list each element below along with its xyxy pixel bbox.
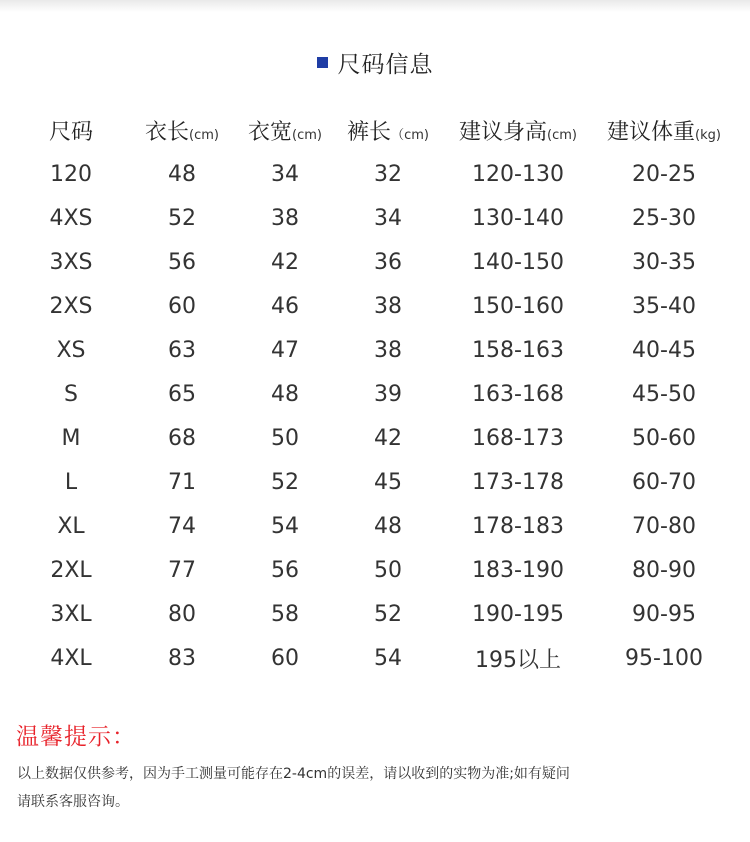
cell-height: 190-195 [472,601,564,627]
table-row [10,284,730,328]
cell-size: 3XL [50,601,92,627]
tips-body [17,760,737,816]
header-recommended-weight: 建议体重(kg) [607,119,721,145]
table-row [10,240,730,284]
table-row [10,416,730,460]
table-row [10,152,730,196]
cell-pants-length: 45 [374,469,402,495]
cell-size: 4XL [50,645,92,671]
cell-height: 130-140 [472,205,564,231]
heading-text: 尺码信息 [337,51,434,78]
cell-pants-length: 39 [374,381,402,407]
cell-height: 120-130 [472,161,564,187]
cell-length: 48 [168,161,196,187]
tips-line-1: 以上数据仅供参考，因为手工测量可能存在2-4cm的误差，请以收到的实物为准;如有疑问 [17,766,570,782]
cell-weight: 40-45 [632,337,696,363]
cell-height: 163-168 [472,381,564,407]
cell-pants-length: 54 [374,645,402,671]
cell-height: 140-150 [472,249,564,275]
header-pants-length: 裤长（cm) [347,119,429,145]
cell-width: 58 [271,601,299,627]
table-row [10,504,730,548]
cell-length: 71 [168,469,196,495]
table-row [10,372,730,416]
table-header-row [10,108,730,152]
cell-weight: 50-60 [632,425,696,451]
cell-length: 83 [168,645,196,671]
cell-width: 50 [271,425,299,451]
cell-pants-length: 36 [374,249,402,275]
cell-width: 48 [271,381,299,407]
cell-pants-length: 32 [374,161,402,187]
cell-size: 2XL [50,557,92,583]
cell-height: 173-178 [472,469,564,495]
cell-length: 80 [168,601,196,627]
cell-size: 3XS [49,249,93,275]
header-recommended-height: 建议身高(cm) [459,119,577,145]
cell-size: S [64,381,78,407]
cell-width: 34 [271,161,299,187]
table-row [10,460,730,504]
top-shadow [0,0,750,12]
cell-length: 65 [168,381,196,407]
cell-pants-length: 42 [374,425,402,451]
cell-pants-length: 50 [374,557,402,583]
cell-length: 68 [168,425,196,451]
heading-square-icon [317,57,328,68]
cell-weight: 90-95 [632,601,696,627]
cell-size: 4XS [49,205,93,231]
table-row [10,636,730,680]
header-length: 衣长(cm) [145,119,219,145]
cell-width: 42 [271,249,299,275]
cell-size: 120 [50,161,92,187]
size-chart-table [10,108,730,680]
cell-width: 46 [271,293,299,319]
cell-height: 178-183 [472,513,564,539]
cell-weight: 60-70 [632,469,696,495]
cell-height: 195以上 [475,647,561,673]
cell-width: 54 [271,513,299,539]
cell-weight: 30-35 [632,249,696,275]
cell-width: 56 [271,557,299,583]
cell-height: 183-190 [472,557,564,583]
cell-weight: 20-25 [632,161,696,187]
cell-length: 56 [168,249,196,275]
header-size: 尺码 [48,119,93,145]
cell-length: 52 [168,205,196,231]
tips-title: 温馨提示： [16,724,136,750]
cell-length: 60 [168,293,196,319]
cell-weight: 70-80 [632,513,696,539]
table-row [10,328,730,372]
cell-length: 74 [168,513,196,539]
size-info-heading [0,44,750,80]
cell-pants-length: 52 [374,601,402,627]
tips-line-2: 请联系客服咨询。 [17,794,129,810]
cell-pants-length: 34 [374,205,402,231]
cell-length: 77 [168,557,196,583]
table-row [10,196,730,240]
cell-weight: 35-40 [632,293,696,319]
cell-weight: 25-30 [632,205,696,231]
table-row [10,548,730,592]
cell-size: M [61,425,81,451]
cell-height: 168-173 [472,425,564,451]
cell-size: L [64,469,78,495]
cell-width: 60 [271,645,299,671]
cell-width: 52 [271,469,299,495]
cell-width: 47 [271,337,299,363]
cell-weight: 80-90 [632,557,696,583]
cell-pants-length: 38 [374,293,402,319]
cell-length: 63 [168,337,196,363]
cell-height: 150-160 [472,293,564,319]
cell-pants-length: 38 [374,337,402,363]
cell-weight: 45-50 [632,381,696,407]
cell-size: XS [56,337,86,363]
cell-size: 2XS [49,293,93,319]
cell-size: XL [57,513,85,539]
cell-pants-length: 48 [374,513,402,539]
cell-weight: 95-100 [625,645,703,671]
cell-height: 158-163 [472,337,564,363]
table-row [10,592,730,636]
cell-width: 38 [271,205,299,231]
header-width: 衣宽(cm) [248,119,322,145]
